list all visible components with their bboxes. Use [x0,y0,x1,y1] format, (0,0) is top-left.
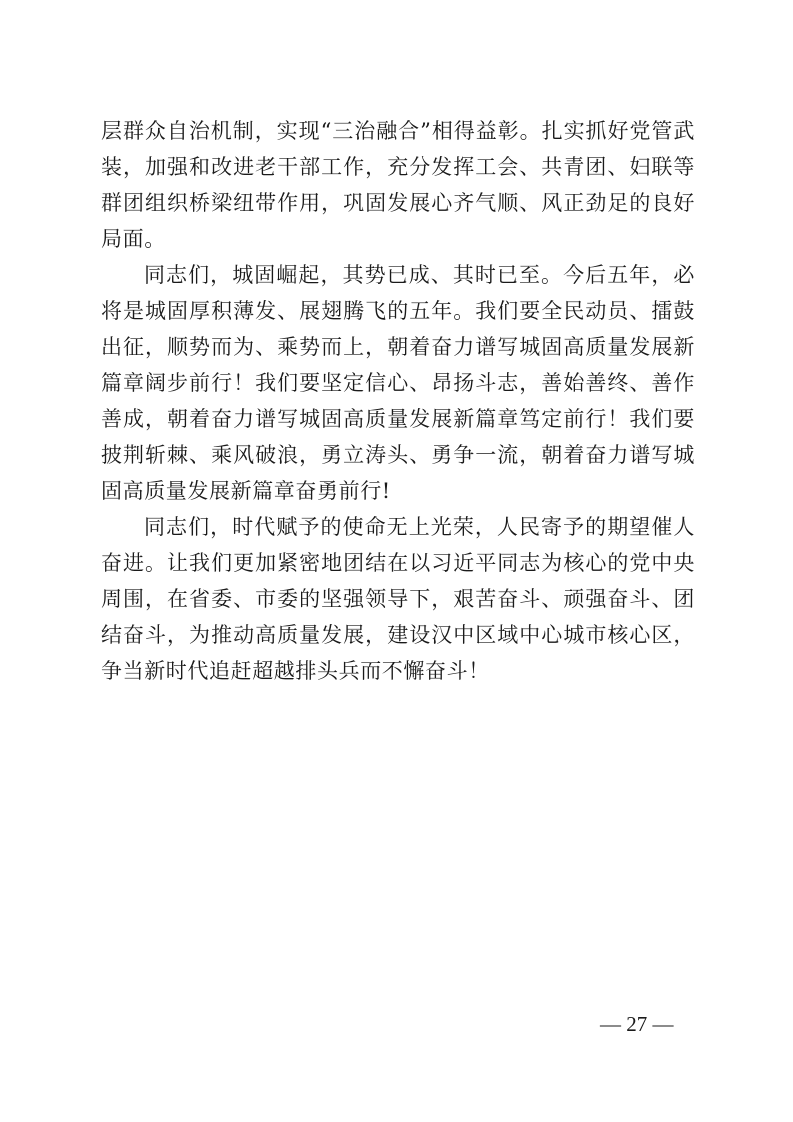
paragraph-3: 同志们，时代赋予的使命无上光荣，人民寄予的期望催人奋进。让我们更加紧密地团结在以习近平同志为核心的党中央周围，在省委、市委的坚强领导下，艰苦奋斗、顽强奋斗、团结奋斗，为推动高质量发展，建设汉中区域中心城市核心区，争当新时代追赶超越排头兵而不懈奋斗！ [101,515,695,683]
body-text [101,113,695,689]
paragraph-2: 同志们，城固崛起，其势已成、其时已至。今后五年，必将是城固厚积薄发、展翅腾飞的五年。我们要全民动员、擂鼓出征，顺势而为、乘势而上，朝着奋力谱写城固高质量发展新篇章阔步前行！我们要坚定信心、昂扬斗志，善始善终、善作善成，朝着奋力谱写城固高质量发展新篇章笃定前行！我们要披荆斩棘、乘风破浪，勇立涛头、勇争一流，朝着奋力谱写城固高质量发展新篇章奋勇前行! [101,263,695,503]
page-number: — 27 — [600,1012,674,1036]
paragraph-1: 层群众自治机制，实现“三治融合”相得益彰。扎实抓好党管武装，加强和改进老干部工作，充分发挥工会、共青团、妇联等群团组织桥梁纽带作用，巩固发展心齐气顺、风正劲足的良好局面。 [101,119,695,251]
